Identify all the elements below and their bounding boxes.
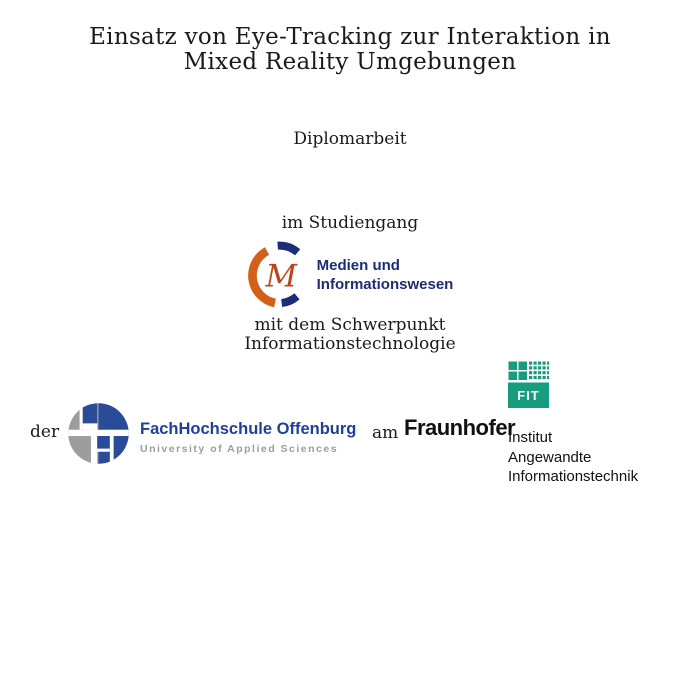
program-intro-label: im Studiengang [281, 213, 419, 233]
fit-logo-text: FIT [517, 388, 540, 403]
program-logo-glyph: M [265, 259, 297, 295]
focus-label [0, 316, 700, 353]
page-title-line1: Einsatz von Eye-Tracking zur Interaktion in [89, 24, 611, 50]
institute-name-line1: Institut [508, 429, 553, 446]
university-wordmark [140, 420, 356, 455]
institute-name-line2: Angewandte [508, 448, 592, 466]
institute-name [508, 428, 638, 487]
institute-prefix: am [372, 423, 399, 443]
focus-line1: mit dem Schwerpunkt [254, 315, 446, 335]
university-subname: University of Applied Sciences [140, 443, 339, 455]
page-title-line2: Mixed Reality Umgebungen [183, 49, 517, 75]
medien-informationswesen-logo-icon [247, 241, 311, 309]
institute-name-line3: Informationstechnik [508, 468, 639, 485]
focus-line2: Informationstechnologie [244, 333, 456, 354]
program-name-line1: Medien und [316, 257, 400, 274]
university-prefix: der [30, 422, 60, 442]
fachhochschule-offenburg-logo-icon [67, 400, 130, 467]
page-title [0, 25, 700, 75]
program-logo-block [0, 241, 700, 309]
program-name [317, 256, 454, 294]
fraunhofer-fit-logo-icon [508, 361, 549, 408]
program-name-line2: Informationswesen [316, 276, 454, 293]
thesis-type-label: Diplomarbeit [293, 129, 407, 149]
university-name: FachHochschule Offenburg [140, 420, 357, 438]
fraunhofer-wordmark: Fraunhofer [404, 415, 516, 440]
